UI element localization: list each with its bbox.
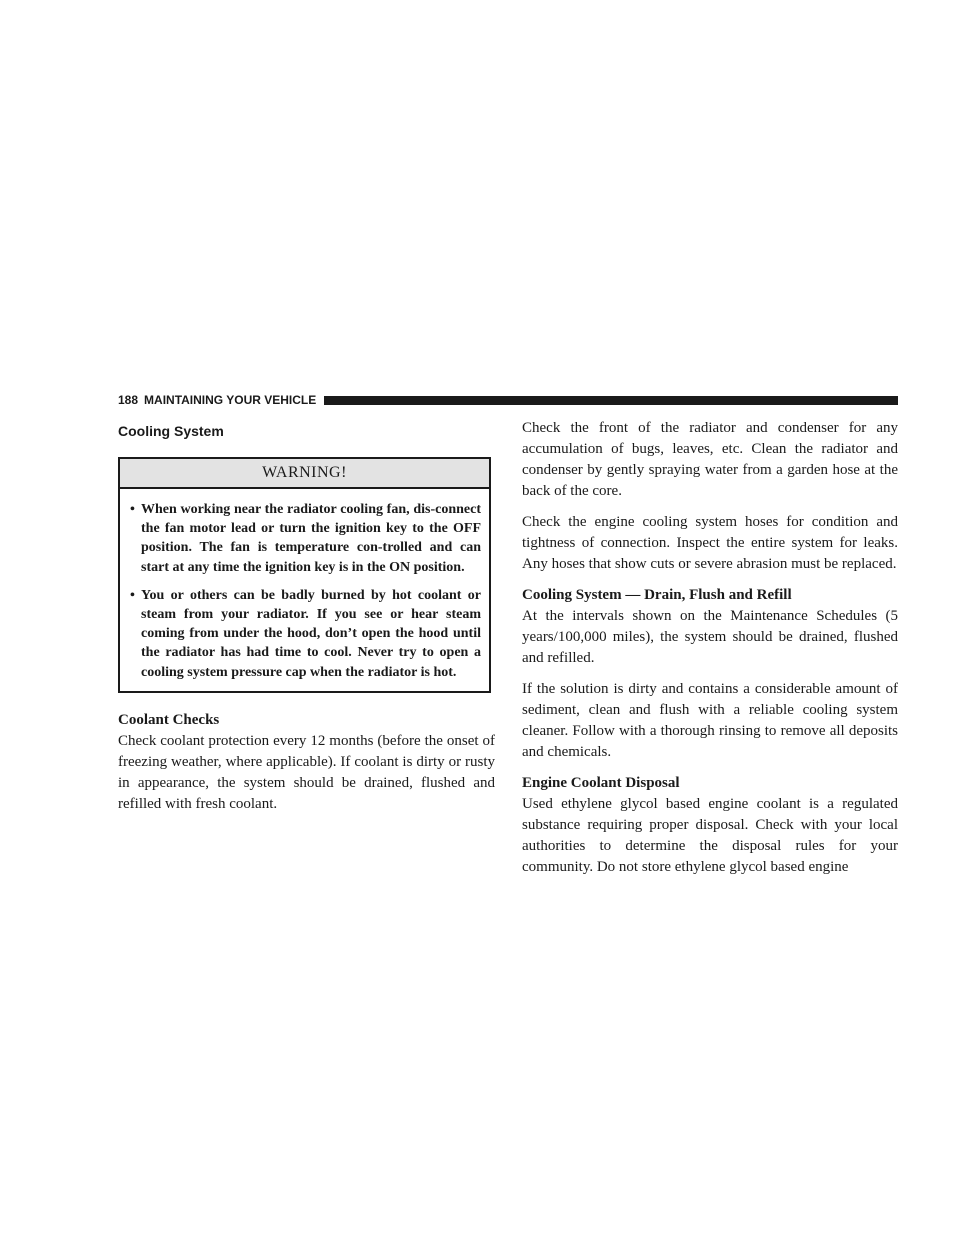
drain-flush-heading: Cooling System — Drain, Flush and Refill xyxy=(522,587,792,603)
warning-item-text: When working near the radiator cooling fan, dis-connect the fan motor lead or turn the ignition key to the OFF position. The fan is temperature con-trolled and can start at any time the ignition key is in the ON position. xyxy=(141,502,481,575)
page-number: 188 xyxy=(118,393,139,407)
coolant-disposal-text: Used ethylene glycol based engine coolant is a regulated substance requiring proper disposal. Check with your local authorities to determine the disposal rules for your community. Do not store ethylene glycol based engine xyxy=(522,796,898,875)
page-header xyxy=(118,392,898,408)
right-column xyxy=(522,418,898,888)
hoses-paragraph: Check the engine cooling system hoses for condition and tightness of connection. Inspect the entire system for leaks. Any hoses that show cuts or severe abrasion must be replaced. xyxy=(522,514,898,572)
warning-item xyxy=(130,500,481,577)
warning-item-text: You or others can be badly burned by hot coolant or steam from your radiator. If you see or hear steam coming from under the hood, don’t open the hood until the radiator has had time to cool. Never try to open a cooling system pressure cap when the radiator is hot. xyxy=(141,587,481,680)
bullet-icon: • xyxy=(130,587,135,603)
drain-cleaning-text: If the solution is dirty and contains a considerable amount of sediment, clean and flush with a reliable cooling system cleaner. Follow with a thorough rinsing to remove all deposits and chemicals. xyxy=(522,681,898,760)
warning-title: WARNING! xyxy=(120,459,489,489)
cooling-system-title: Cooling System xyxy=(118,423,224,439)
warning-box xyxy=(118,457,491,693)
coolant-checks-heading: Coolant Checks xyxy=(118,711,220,728)
radiator-front-paragraph: Check the front of the radiator and condenser for any accumulation of bugs, leaves, etc. Clean the radiator and condenser by gently spraying water from a garden hose at the back of the core. xyxy=(522,420,898,499)
section-title-header: MAINTAINING YOUR VEHICLE xyxy=(144,393,317,407)
header-rule xyxy=(324,396,898,405)
left-column xyxy=(118,418,495,825)
bullet-icon: • xyxy=(130,502,135,517)
coolant-disposal-heading: Engine Coolant Disposal xyxy=(522,775,680,791)
drain-interval-text: At the intervals shown on the Maintenance Schedules (5 years/100,000 miles), the system should be drained, flushed and refilled. xyxy=(522,608,898,666)
warning-list xyxy=(120,489,489,691)
warning-item xyxy=(130,586,481,682)
coolant-checks-text: Check coolant protection every 12 months (before the onset of freezing weather, where applicable). If coolant is dirty or rusty in appearance, the system should be drained, flushed and refilled with fresh coolant. xyxy=(118,732,495,812)
